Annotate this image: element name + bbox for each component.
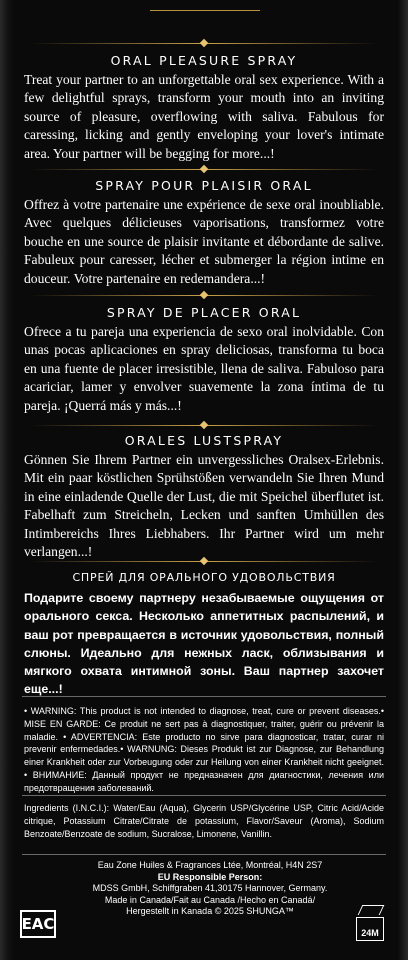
address-line-1: Eau Zone Huiles & Fragrances Ltée, Montréal, H4N 2S7 — [97, 860, 323, 870]
eac-mark-icon: EAC — [20, 910, 56, 938]
gold-divider — [30, 40, 378, 48]
address-line-4: Made in Canada/Fait au Canada /Hecho en Canadá/ — [104, 894, 316, 905]
separator-line — [22, 795, 386, 796]
heading-spanish: SPRAY DE PLACER ORAL — [106, 305, 302, 320]
right-edge — [398, 0, 408, 960]
heading-french: SPRAY POUR PLAISIR ORAL — [95, 178, 313, 193]
text-english: Treat your partner to an unforgettable oral sex experience. With a few delightful sprays, transform your mouth into an inviting source of pleasure, overflowing with saliva. Fabulous for caressing, licking and gently enveloping your lover's intimate area. Your partner will be begging for more...! — [24, 72, 384, 161]
address-line-3: MDSS GmbH, Schiffgraben 41,30175 Hannover, Germany. — [92, 883, 328, 894]
eu-responsible-label: EU Responsible Person: — [157, 871, 263, 882]
gold-divider — [30, 292, 378, 300]
text-german: Gönnen Sie Ihrem Partner ein unvergessliches Oralsex-Erlebnis. Mit ein paar köstlichen Sprühstößen verwandeln Sie Ihren Mund in eine einladende Quelle der Lust, die mit Speichel überflutet ist. Fabelhaft zum Streicheln, Lecken und sanften Umhüllen des Intimbereichs Ihres Liebhabers. Ihr Partner wird um mehr verlangen...! — [24, 452, 384, 560]
heading-german: ORALES LUSTSPRAY — [124, 433, 284, 448]
heading-english: ORAL PLEASURE SPRAY — [110, 53, 298, 68]
ingredients-text: Ingredients (I.N.C.I.): Water/Eau (Aqua), Glycerin USP/Glycérine USP, Citric Acid/Acide citrique, Potassium Citrate/Citrate de potassium, Flavor/Saveur (Aroma), Sodium Benzoate/Benzoate de sodium, Sucralose, Limonene, Vanillin. — [24, 803, 384, 839]
manufacturer-address — [60, 860, 360, 918]
separator-line — [22, 696, 386, 697]
warnings-text: • WARNING: This product is not intended to diagnose, treat, cure or prevent diseases.• MISE EN GARDE: Ce produit ne sert pas à diagnostiquer, traiter, guérir ou prévenir la maladie. • ADVERTENCIA: Este producto no sirve para diagnosticar, tratar, curar ni prevenir enfermedades.• WARNUNG: Dieses Produkt ist zur Diagnose, zur Behandlung einer Krankheit oder zur Vorbeugung oder zur Heilung von einer Krankheit nicht geeignet. • ВНИМАНИЕ: Данный продукт не предназначен для диагностики, лечения или предотвращения заболеваний. — [24, 706, 384, 793]
top-ornament — [150, 0, 260, 11]
address-line-5: Hergestellt in Kanada © 2025 SHUNGA™ — [126, 906, 294, 917]
text-french: Offrez à votre partenaire une expérience de sexe oral inoubliable. Avec quelques délicieuses vaporisations, transformez votre bouche en une source de plaisir invitante et débordante de salive. Fabuleux pour caresser, lécher et submerger la région intime en douceur. Votre partenaire en redemandera...! — [24, 197, 384, 286]
jar-lid-icon — [358, 905, 385, 915]
gold-divider — [30, 422, 378, 430]
text-spanish: Ofrece a tu pareja una experiencia de sexo oral inolvidable. Con unas pocas aplicaciones en spray deliciosas, transforma tu boca en una fuente de placer irresistible, llena de saliva. Fabuloso para acariciar, lamer y envolver suavemente la zona íntima de tu pareja. ¡Querrá más y más...! — [24, 324, 384, 413]
gold-divider — [30, 558, 378, 566]
heading-russian: СПРЕЙ ДЛЯ ОРАЛЬНОГО УДОВОЛЬСТВИЯ — [72, 571, 336, 584]
pao-label: 24M — [356, 917, 384, 941]
text-russian: Подарите своему партнеру незабываемые ощущения от орального секса. Несколько аппетитных распылений, и ваш рот превращается в источник удовольствия, полный слюны. Идеально для нежных ласк, облизывания и мягкого охвата интимной зоны. Ваш партнер захочет еще...! — [24, 591, 384, 697]
pao-jar-icon — [354, 903, 386, 943]
gold-divider — [30, 166, 378, 174]
left-edge — [0, 0, 14, 960]
separator-line — [22, 854, 386, 855]
